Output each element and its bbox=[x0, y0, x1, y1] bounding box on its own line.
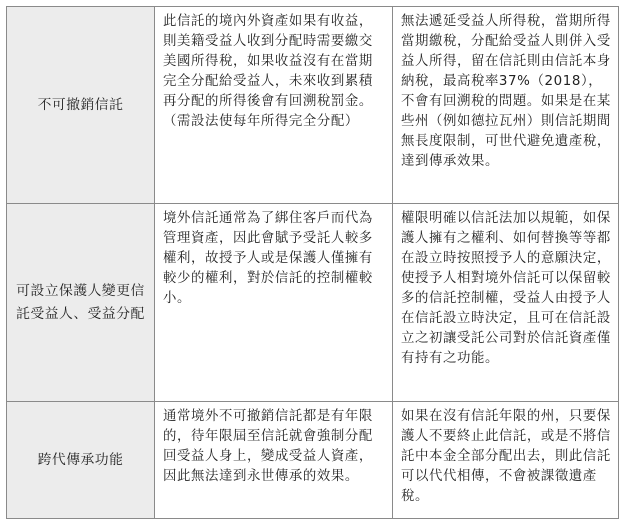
offshore-trust-text: 此信託的境內外資產如果有收益，則美籍受益人收到分配時需要繳交美國所得稅，如果收益沒有在當期完全分配給受益人，未來收到累積再分配的所得後會有回溯稅罰金。（需設法使每年所得完全分配） bbox=[163, 14, 373, 129]
row-header bbox=[7, 7, 155, 204]
us-trust-text: 權限明確以信託法加以規範，如保護人擁有之權利、如何替換等等都在設立時按照授予人的意願決定，使授予人相對境外信託可以保留較多的信託控制權，受益人由授予人在信託設立時決定，且可在信託設立之初讓受託公司對於信託資產僅有持有之功能。 bbox=[401, 211, 611, 366]
table-cell bbox=[393, 204, 619, 402]
row-label: 不可撤銷信託 bbox=[37, 96, 124, 113]
table-cell bbox=[393, 7, 619, 204]
comparison-table bbox=[6, 6, 619, 519]
table-row bbox=[7, 7, 619, 204]
us-trust-text: 無法遞延受益人所得稅，當期所得當期繳稅，分配給受益人則併入受益人所得，留在信託則由信託本身納稅，最高稅率37%（2018），不會有回溯稅的問題。如果是在某些州（例如德拉瓦州）則信託期間無長度限制，可世代避免遺產稅，達到傳承效果。 bbox=[401, 14, 611, 169]
row-header bbox=[7, 402, 155, 519]
table-row bbox=[7, 402, 619, 519]
offshore-trust-text: 通常境外不可撤銷信託都是有年限的，待年限屆至信託就會強制分配回受益人身上，變成受益人資產，因此無法達到永世傳承的效果。 bbox=[163, 409, 373, 484]
us-trust-text: 如果在沒有信託年限的州，只要保護人不要終止此信託，或是不將信託中本金全部分配出去，則此信託可以代代相傳，不會被課徵遺產稅。 bbox=[401, 409, 611, 504]
table-cell bbox=[155, 402, 393, 519]
row-label: 可設立保護人變更信託受益人、受益分配 bbox=[16, 282, 145, 322]
table-cell bbox=[155, 204, 393, 402]
table-row bbox=[7, 204, 619, 402]
offshore-trust-text: 境外信託通常為了綁住客戶而代為管理資產，因此會賦予受託人較多權利，故授予人或是保護人僅擁有較少的權利，對於信託的控制權較小。 bbox=[163, 211, 373, 306]
row-label: 跨代傳承功能 bbox=[37, 451, 124, 468]
row-header bbox=[7, 204, 155, 402]
table-cell bbox=[393, 402, 619, 519]
table-cell bbox=[155, 7, 393, 204]
